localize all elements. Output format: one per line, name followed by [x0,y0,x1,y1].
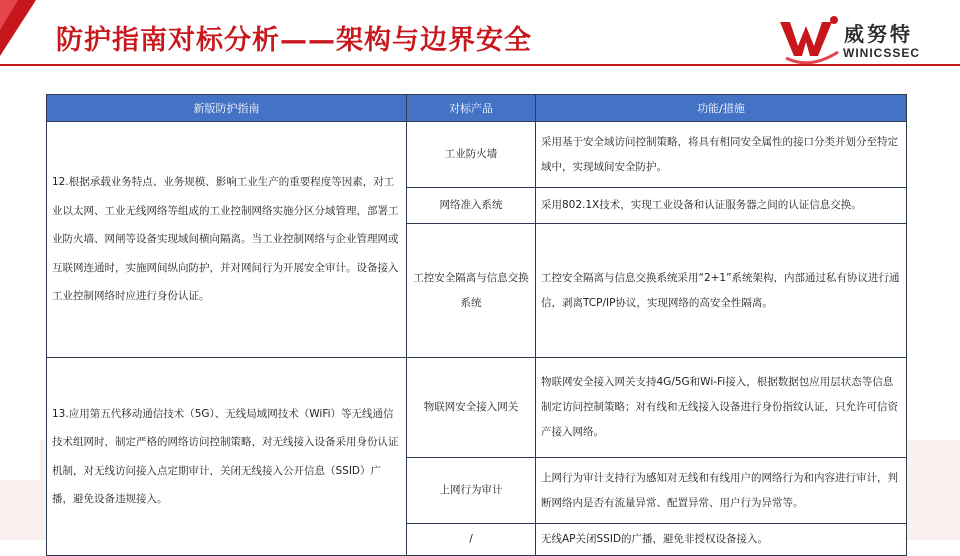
table-row [47,122,907,188]
product-cell: 物联网安全接入网关 [407,358,536,458]
page-title: 防护指南对标分析——架构与边界安全 [56,25,532,56]
column-header-product: 对标产品 [407,95,536,122]
product-cell: 工控安全隔离与信息交换系统 [407,224,536,358]
function-cell: 采用802.1X技术，实现工业设备和认证服务器之间的认证信息交换。 [536,188,907,224]
product-cell: 上网行为审计 [407,458,536,524]
table-row [47,358,907,458]
guideline-cell-13: 13.应用第五代移动通信技术（5G）、无线局域网技术（WiFi）等无线通信技术组网时，制定严格的网络访问控制策略，对无线接入设备采用身份认证机制，对无线访问接入点定期审计，关闭无线接入公开信息（SSID）广播，避免设备违规接入。 [47,358,407,556]
header-corner-accent-inner [0,0,18,30]
product-cell: 网络准入系统 [407,188,536,224]
product-cell: / [407,524,536,556]
brand-name-en: WINICSSEC [843,46,921,60]
comparison-table [46,94,907,556]
table-header-row [47,95,907,122]
function-cell: 采用基于安全域访问控制策略，将具有相同安全属性的接口分类并划分至特定域中，实现域间安全防护。 [536,122,907,188]
function-cell: 上网行为审计支持行为感知对无线和有线用户的网络行为和内容进行审计，判断网络内是否有流量异常、配置异常、用户行为异常等。 [536,458,907,524]
function-cell: 物联网安全接入网关支持4G/5G和Wi-Fi接入，根据数据包应用层状态等信息制定访问控制策略；对有线和无线接入设备进行身份指纹认证，只允许可信资产接入网络。 [536,358,907,458]
guideline-cell-12: 12.根据承载业务特点、业务规模、影响工业生产的重要程度等因素，对工业以太网、工业无线网络等组成的工业控制网络实施分区分域管理，部署工业防火墙、网闸等设备实现域间横向隔离。当工业控制网络与企业管理网或互联网连通时，实施网间纵向防护，并对网间行为开展安全审计。设备接入工业控制网络时应进行身份认证。 [47,122,407,358]
function-cell: 无线AP关闭SSID的广播，避免非授权设备接入。 [536,524,907,556]
column-header-function: 功能/措施 [536,95,907,122]
function-cell: 工控安全隔离与信息交换系统采用“2+1”系统架构，内部通过私有协议进行通信，剥离TCP/IP协议，实现网络的高安全性隔离。 [536,224,907,358]
brand-name-cn: 威努特 [844,22,913,46]
product-cell: 工业防火墙 [407,122,536,188]
column-header-guideline: 新版防护指南 [47,95,407,122]
title-divider [0,64,960,66]
